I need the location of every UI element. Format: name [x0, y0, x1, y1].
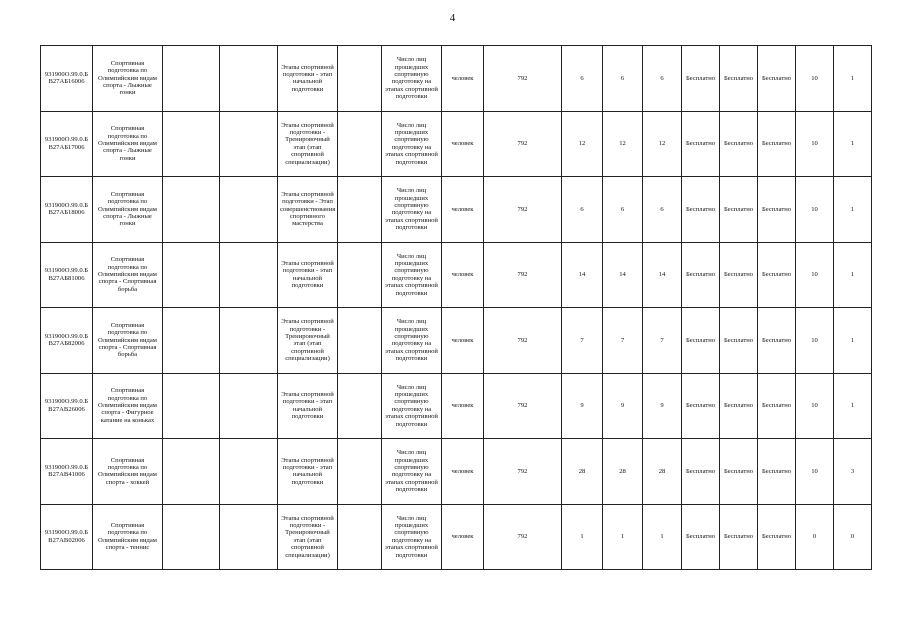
- table-row: [41, 504, 872, 570]
- value-year1-cell: 7: [562, 308, 603, 374]
- empty-cell: [220, 439, 278, 505]
- deviation-percent-cell: 10: [796, 242, 834, 308]
- deviation-percent-cell: 10: [796, 373, 834, 439]
- empty-cell: [338, 242, 382, 308]
- registry-code-cell: 931900О.99.0.Б В27АБ17006: [41, 111, 93, 177]
- price-year3-cell: Бесплатно: [758, 439, 796, 505]
- empty-cell: [220, 373, 278, 439]
- registry-code-cell: 931900О.99.0.Б В27АБ82006: [41, 308, 93, 374]
- price-year1-cell: Бесплатно: [682, 504, 720, 570]
- unit-cell: человек: [442, 504, 484, 570]
- value-year2-cell: 6: [603, 177, 643, 243]
- table-row: [41, 111, 872, 177]
- services-table: [40, 45, 872, 570]
- deviation-percent-cell: 10: [796, 111, 834, 177]
- price-year3-cell: Бесплатно: [758, 46, 796, 112]
- empty-cell: [338, 177, 382, 243]
- training-stage-cell: Этапы спортивной подготовки - Тренировочный этап (этап спортивной специализации): [278, 504, 338, 570]
- value-year2-cell: 7: [603, 308, 643, 374]
- deviation-percent-cell: 10: [796, 439, 834, 505]
- unit-cell: человек: [442, 308, 484, 374]
- indicator-cell: Число лиц прошедших спортивную подготовку на этапах спортивной подготовки: [382, 111, 442, 177]
- value-year1-cell: 12: [562, 111, 603, 177]
- value-year3-cell: 28: [643, 439, 682, 505]
- empty-cell: [163, 308, 220, 374]
- value-year1-cell: 14: [562, 242, 603, 308]
- service-name-cell: Спортивная подготовка по Олимпийским видам спорта - хоккей: [93, 439, 163, 505]
- empty-cell: [338, 308, 382, 374]
- registry-code-cell: 931900О.99.0.Б В27АВ41006: [41, 439, 93, 505]
- service-name-cell: Спортивная подготовка по Олимпийским видам спорта - Лыжные гонки: [93, 111, 163, 177]
- price-year2-cell: Бесплатно: [720, 504, 758, 570]
- service-name-cell: Спортивная подготовка по Олимпийским видам спорта - Лыжные гонки: [93, 177, 163, 243]
- okei-code-cell: 792: [484, 504, 562, 570]
- deviation-percent-cell: 0: [796, 504, 834, 570]
- deviation-percent-cell: 10: [796, 177, 834, 243]
- empty-cell: [163, 373, 220, 439]
- price-year2-cell: Бесплатно: [720, 439, 758, 505]
- empty-cell: [163, 504, 220, 570]
- deviation-percent-cell: 10: [796, 46, 834, 112]
- table-row: [41, 177, 872, 243]
- value-year3-cell: 14: [643, 242, 682, 308]
- price-year2-cell: Бесплатно: [720, 242, 758, 308]
- price-year1-cell: Бесплатно: [682, 177, 720, 243]
- okei-code-cell: 792: [484, 111, 562, 177]
- empty-cell: [163, 242, 220, 308]
- price-year2-cell: Бесплатно: [720, 373, 758, 439]
- deviation-absolute-cell: 1: [834, 242, 872, 308]
- training-stage-cell: Этапы спортивной подготовки - Этап совершенствования спортивного мастерства: [278, 177, 338, 243]
- okei-code-cell: 792: [484, 373, 562, 439]
- empty-cell: [220, 177, 278, 243]
- price-year1-cell: Бесплатно: [682, 439, 720, 505]
- table-row: [41, 308, 872, 374]
- unit-cell: человек: [442, 439, 484, 505]
- indicator-cell: Число лиц прошедших спортивную подготовку на этапах спортивной подготовки: [382, 46, 442, 112]
- price-year1-cell: Бесплатно: [682, 46, 720, 112]
- price-year3-cell: Бесплатно: [758, 177, 796, 243]
- registry-code-cell: 931900О.99.0.Б В27АВ26006: [41, 373, 93, 439]
- deviation-absolute-cell: 1: [834, 111, 872, 177]
- value-year2-cell: 1: [603, 504, 643, 570]
- table-row: [41, 242, 872, 308]
- okei-code-cell: 792: [484, 439, 562, 505]
- training-stage-cell: Этапы спортивной подготовки - этап начальной подготовки: [278, 46, 338, 112]
- registry-code-cell: 931900О.99.0.Б В27АБ18006: [41, 177, 93, 243]
- empty-cell: [338, 111, 382, 177]
- empty-cell: [220, 504, 278, 570]
- price-year3-cell: Бесплатно: [758, 373, 796, 439]
- deviation-absolute-cell: 1: [834, 373, 872, 439]
- okei-code-cell: 792: [484, 242, 562, 308]
- price-year3-cell: Бесплатно: [758, 504, 796, 570]
- unit-cell: человек: [442, 46, 484, 112]
- deviation-percent-cell: 10: [796, 308, 834, 374]
- registry-code-cell: 931900О.99.0.Б В27АБ81006: [41, 242, 93, 308]
- value-year2-cell: 14: [603, 242, 643, 308]
- empty-cell: [338, 46, 382, 112]
- value-year2-cell: 6: [603, 46, 643, 112]
- deviation-absolute-cell: 0: [834, 504, 872, 570]
- training-stage-cell: Этапы спортивной подготовки - этап начальной подготовки: [278, 373, 338, 439]
- empty-cell: [163, 46, 220, 112]
- price-year1-cell: Бесплатно: [682, 373, 720, 439]
- value-year2-cell: 28: [603, 439, 643, 505]
- unit-cell: человек: [442, 242, 484, 308]
- service-name-cell: Спортивная подготовка по Олимпийским видам спорта - Лыжные гонки: [93, 46, 163, 112]
- deviation-absolute-cell: 1: [834, 308, 872, 374]
- empty-cell: [163, 111, 220, 177]
- table-row: [41, 373, 872, 439]
- indicator-cell: Число лиц прошедших спортивную подготовку на этапах спортивной подготовки: [382, 373, 442, 439]
- price-year2-cell: Бесплатно: [720, 111, 758, 177]
- indicator-cell: Число лиц прошедших спортивную подготовку на этапах спортивной подготовки: [382, 308, 442, 374]
- price-year1-cell: Бесплатно: [682, 242, 720, 308]
- indicator-cell: Число лиц прошедших спортивную подготовку на этапах спортивной подготовки: [382, 177, 442, 243]
- table-row: [41, 46, 872, 112]
- training-stage-cell: Этапы спортивной подготовки - этап начальной подготовки: [278, 439, 338, 505]
- empty-cell: [338, 373, 382, 439]
- okei-code-cell: 792: [484, 46, 562, 112]
- value-year1-cell: 6: [562, 177, 603, 243]
- value-year1-cell: 1: [562, 504, 603, 570]
- price-year3-cell: Бесплатно: [758, 242, 796, 308]
- unit-cell: человек: [442, 177, 484, 243]
- value-year2-cell: 12: [603, 111, 643, 177]
- indicator-cell: Число лиц прошедших спортивную подготовку на этапах спортивной подготовки: [382, 242, 442, 308]
- value-year3-cell: 1: [643, 504, 682, 570]
- price-year1-cell: Бесплатно: [682, 111, 720, 177]
- indicator-cell: Число лиц прошедших спортивную подготовку на этапах спортивной подготовки: [382, 504, 442, 570]
- service-name-cell: Спортивная подготовка по Олимпийским видам спорта - Спортивная борьба: [93, 242, 163, 308]
- value-year3-cell: 6: [643, 177, 682, 243]
- empty-cell: [220, 242, 278, 308]
- value-year1-cell: 9: [562, 373, 603, 439]
- indicator-cell: Число лиц прошедших спортивную подготовку на этапах спортивной подготовки: [382, 439, 442, 505]
- price-year3-cell: Бесплатно: [758, 308, 796, 374]
- value-year3-cell: 12: [643, 111, 682, 177]
- page-number: 4: [449, 12, 456, 24]
- price-year2-cell: Бесплатно: [720, 177, 758, 243]
- unit-cell: человек: [442, 111, 484, 177]
- value-year1-cell: 6: [562, 46, 603, 112]
- price-year1-cell: Бесплатно: [682, 308, 720, 374]
- deviation-absolute-cell: 3: [834, 439, 872, 505]
- okei-code-cell: 792: [484, 308, 562, 374]
- registry-code-cell: 931900О.99.0.Б В27АВ02006: [41, 504, 93, 570]
- deviation-absolute-cell: 1: [834, 177, 872, 243]
- training-stage-cell: Этапы спортивной подготовки - Тренировочный этап (этап спортивной специализации): [278, 111, 338, 177]
- table-row: [41, 439, 872, 505]
- value-year2-cell: 9: [603, 373, 643, 439]
- empty-cell: [338, 504, 382, 570]
- empty-cell: [338, 439, 382, 505]
- service-name-cell: Спортивная подготовка по Олимпийским видам спорта - Фигурное катание на коньках: [93, 373, 163, 439]
- value-year3-cell: 6: [643, 46, 682, 112]
- empty-cell: [163, 439, 220, 505]
- service-name-cell: Спортивная подготовка по Олимпийским видам спорта - Спортивная борьба: [93, 308, 163, 374]
- training-stage-cell: Этапы спортивной подготовки - этап начальной подготовки: [278, 242, 338, 308]
- value-year1-cell: 28: [562, 439, 603, 505]
- training-stage-cell: Этапы спортивной подготовки - Тренировочный этап (этап спортивной специализации): [278, 308, 338, 374]
- empty-cell: [220, 308, 278, 374]
- price-year3-cell: Бесплатно: [758, 111, 796, 177]
- empty-cell: [220, 111, 278, 177]
- price-year2-cell: Бесплатно: [720, 308, 758, 374]
- okei-code-cell: 792: [484, 177, 562, 243]
- registry-code-cell: 931900О.99.0.Б В27АБ16006: [41, 46, 93, 112]
- deviation-absolute-cell: 1: [834, 46, 872, 112]
- empty-cell: [163, 177, 220, 243]
- value-year3-cell: 7: [643, 308, 682, 374]
- service-name-cell: Спортивная подготовка по Олимпийским видам спорта - теннис: [93, 504, 163, 570]
- value-year3-cell: 9: [643, 373, 682, 439]
- price-year2-cell: Бесплатно: [720, 46, 758, 112]
- empty-cell: [220, 46, 278, 112]
- unit-cell: человек: [442, 373, 484, 439]
